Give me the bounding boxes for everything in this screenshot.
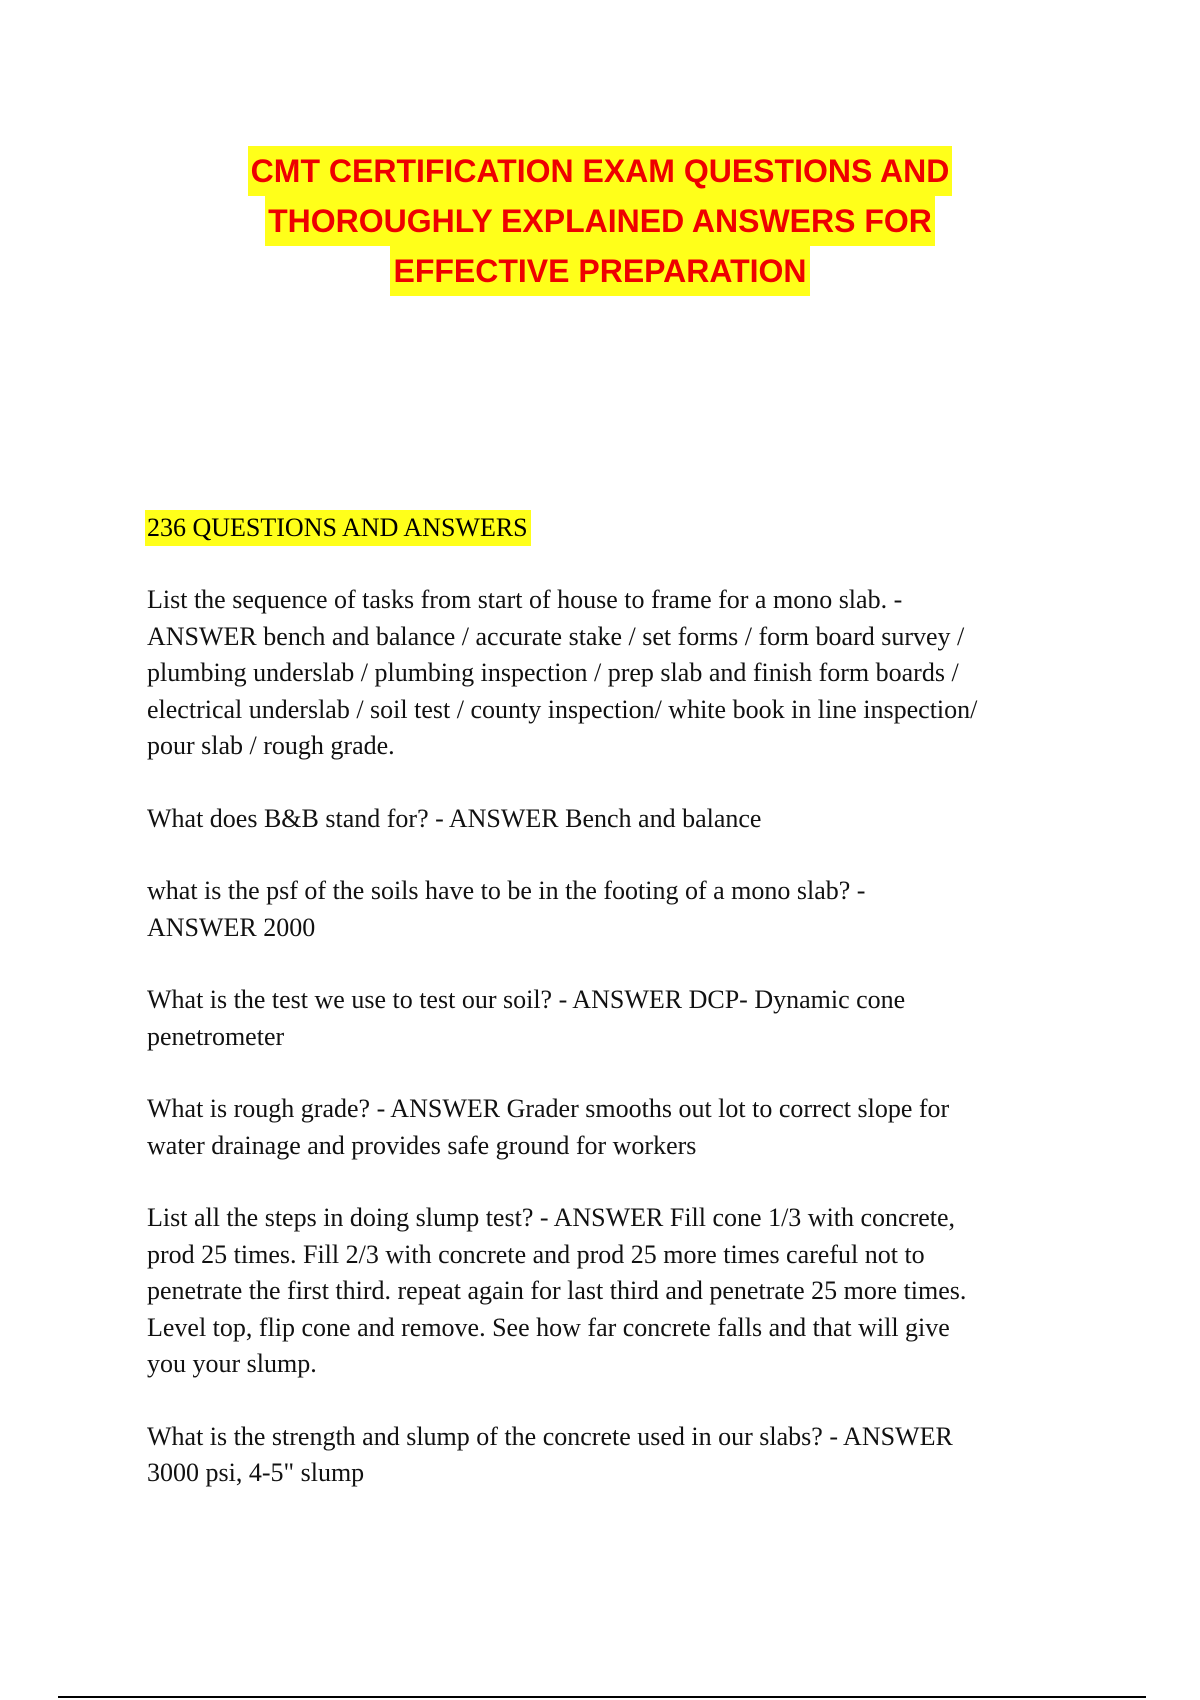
qa-text-line: electrical underslab / soil test / county inspection/ white book in line inspection/ bbox=[147, 694, 978, 724]
qa-text-line: plumbing underslab / plumbing inspection / prep slab and finish form boards / bbox=[147, 658, 959, 687]
qa-text-line: water drainage and provides safe ground for workers bbox=[147, 1130, 697, 1160]
qa-text-line: 3000 psi, 4-5" slump bbox=[147, 1458, 365, 1487]
qa-text-line: List the sequence of tasks from start of house to frame for a mono slab. - bbox=[147, 585, 903, 614]
qa-item bbox=[147, 1200, 1067, 1383]
qa-text-line: What does B&B stand for? - ANSWER Bench and balance bbox=[147, 803, 762, 833]
qa-text-line: What is the strength and slump of the concrete used in our slabs? - ANSWER bbox=[147, 1421, 953, 1451]
qa-item bbox=[147, 582, 1067, 765]
qa-item bbox=[147, 1091, 1067, 1164]
qa-text-line: penetrometer bbox=[147, 1021, 285, 1051]
title-line: CMT CERTIFICATION EXAM QUESTIONS AND bbox=[248, 146, 953, 196]
qa-item bbox=[147, 801, 1067, 838]
qa-item bbox=[147, 873, 1067, 946]
title-line: EFFECTIVE PREPARATION bbox=[390, 246, 809, 296]
qa-text-line: ANSWER bench and balance / accurate stake / set forms / form board survey / bbox=[147, 621, 965, 651]
qa-list bbox=[147, 582, 1067, 1492]
qa-item bbox=[147, 982, 1067, 1055]
qa-text-line: penetrate the first third. repeat again for last third and penetrate 25 more times. bbox=[147, 1276, 967, 1305]
page-bottom-rule bbox=[58, 1696, 1146, 1698]
qa-text-line: pour slab / rough grade. bbox=[147, 731, 395, 760]
title-line: THOROUGHLY EXPLAINED ANSWERS FOR bbox=[265, 196, 935, 246]
document-title bbox=[0, 146, 1200, 296]
qa-text-line: What is rough grade? - ANSWER Grader smooths out lot to correct slope for bbox=[147, 1094, 950, 1123]
qa-text-line: List all the steps in doing slump test? - ANSWER Fill cone 1/3 with concrete, bbox=[147, 1203, 956, 1232]
qa-text-line: ANSWER 2000 bbox=[147, 912, 316, 942]
qa-text-line: what is the psf of the soils have to be in the footing of a mono slab? - bbox=[147, 876, 866, 905]
qa-text-line: prod 25 times. Fill 2/3 with concrete and prod 25 more times careful not to bbox=[147, 1239, 925, 1269]
qa-text-line: Level top, flip cone and remove. See how far concrete falls and that will give bbox=[147, 1312, 950, 1342]
qa-item bbox=[147, 1419, 1067, 1492]
qa-text-line: What is the test we use to test our soil? - ANSWER DCP- Dynamic cone bbox=[147, 985, 906, 1014]
section-subheading: 236 QUESTIONS AND ANSWERS bbox=[145, 510, 531, 546]
qa-text-line: you your slump. bbox=[147, 1349, 317, 1378]
